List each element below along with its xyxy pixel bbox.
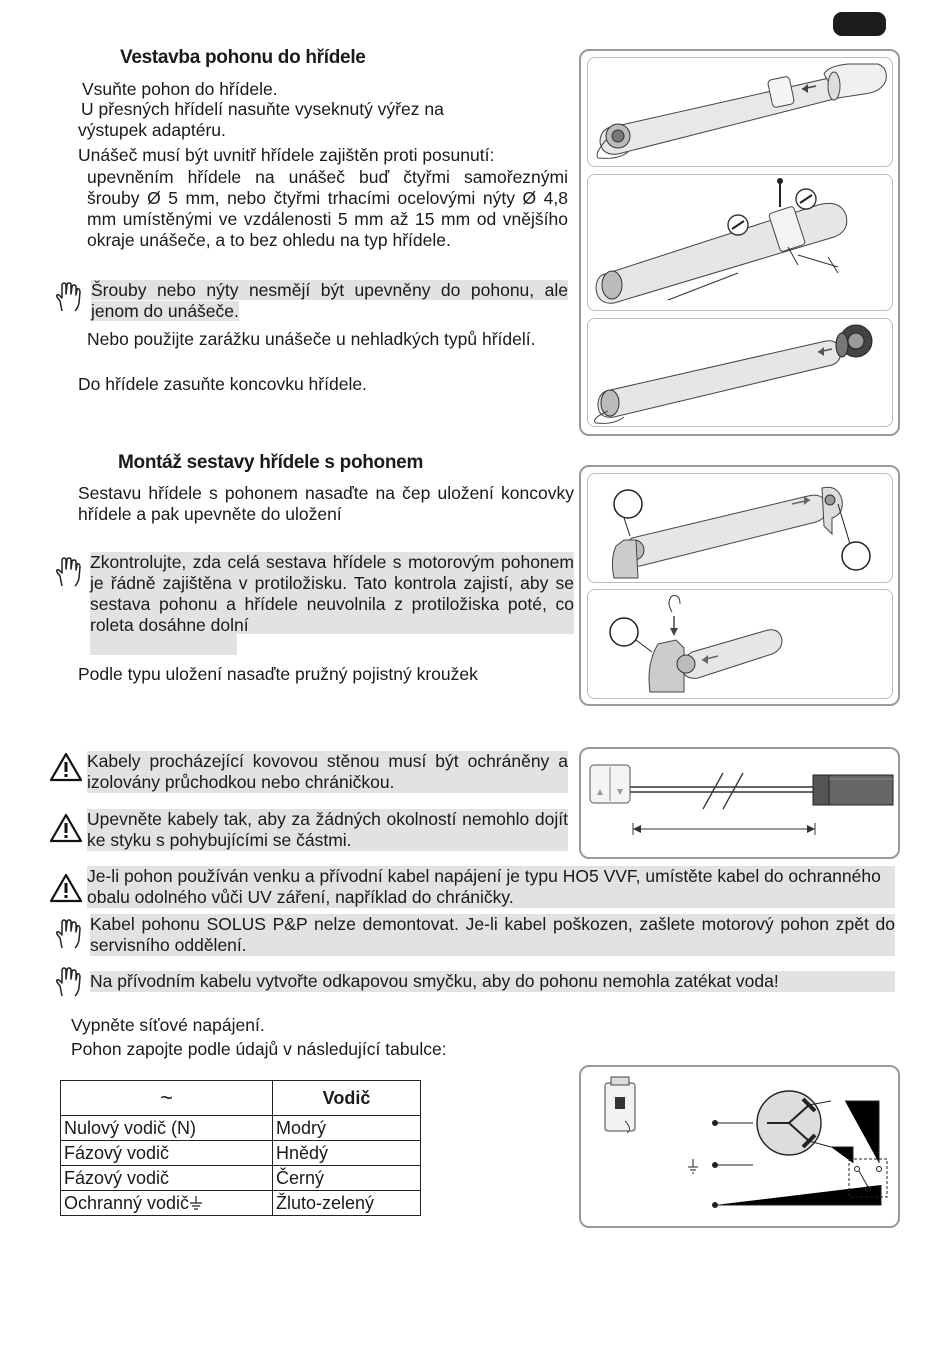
table-cell: Modrý [273,1116,421,1141]
note-screws: Šrouby nebo nýty nesmějí být upevněny do pohonu, ale jenom do unášeče. [91,280,568,321]
paragraph: Podle typu uložení nasaďte pružný pojistný kroužek [78,664,478,684]
header-symbol-cell [61,1081,273,1116]
table-row [61,1116,421,1141]
figure-shaft-install [579,49,900,436]
table-cell: Černý [273,1166,421,1191]
table-cell: Fázový vodič [61,1166,273,1191]
paragraph: Vypněte síťové napájení. [71,1015,265,1035]
paragraph: Vsuňte pohon do hřídele. [82,79,278,99]
header-conductor-cell: Vodič [273,1081,421,1116]
table-cell: Žluto-zelený [273,1191,421,1216]
table-cell: Nulový vodič (N) [61,1116,273,1141]
paragraph-assembly: Sestavu hřídele s pohonem nasaďte na čep uložení koncovky hřídele a pak upevněte do uložení [78,483,574,524]
paragraph: Pohon zapojte podle údajů v následující tabulce: [71,1039,447,1059]
paragraph: Do hřídele zasuňte koncovku hřídele. [78,374,367,394]
paragraph: výstupek adaptéru. [78,120,226,140]
table-row [61,1166,421,1191]
table-cell: Hnědý [273,1141,421,1166]
ac-symbol: ~ [160,1084,173,1110]
note-drip-loop: Na přívodním kabelu vytvořte odkapovou smyčku, aby do pohonu nemohla zatékat voda! [90,971,779,991]
warning-triangle-icon [49,752,83,782]
wiring-table [60,1080,421,1216]
pointing-hand-icon [53,966,83,998]
warning-uv-protection: Je-li pohon používán venku a přívodní kabel napájení je typu HO5 VVF, umístěte kabel do ochranného obalu odolného vůči UV záření, například do chráničky. [87,866,881,907]
table-header-row [61,1081,421,1116]
ground-symbol-icon [189,1195,203,1211]
figure-step-insert-motor [587,57,893,167]
note-cable-service: Kabel pohonu SOLUS P&P nelze demontovat. Je-li kabel poškozen, zašlete motorový pohon zpět do servisního oddělení. [90,914,895,955]
warning-triangle-icon [49,873,83,903]
pointing-hand-icon [53,918,83,950]
table-cell [61,1191,273,1216]
warning-cable-wall: Kabely procházející kovovou stěnou musí být ochráněny a izolovány průchodkou nebo chráničkou. [87,751,568,792]
figure-step-fix-screws [587,174,893,311]
page-tab-marker [833,12,886,36]
figure-step-secure-ring [587,589,893,699]
paragraph: Unášeč musí být uvnitř hřídele zajištěn proti posunutí: [78,145,495,165]
section-title-shaft-install: Vestavba pohonu do hřídele [120,47,366,68]
note-highlight-bg [90,634,237,655]
figure-assembly [579,465,900,706]
section-title-assembly: Montáž sestavy hřídele s pohonem [118,452,424,473]
paragraph: U přesných hřídelí nasuňte vyseknutý výřez na [81,99,444,119]
figure-cable-length [579,747,900,859]
table-row [61,1141,421,1166]
warning-cable-fix: Upevněte kabely tak, aby za žádných okolností nemohlo dojít ke styku s pohybujícími se částmi. [87,809,568,850]
paragraph: Nebo použijte zarážku unášeče u nehladkých typů hřídelí. [87,329,536,349]
figure-step-insert-endcap [587,318,893,427]
note-check-bearing: Zkontrolujte, zda celá sestava hřídele s motorovým pohonem je řádně zajištěna v protiložisku. Tato kontrola zajistí, aby se sestava pohonu a hřídele neuvolnila z protiložiska poté, co roleta dosáhne dolní [90,552,574,635]
warning-triangle-icon [49,813,83,843]
figure-step-mount-bearing [587,473,893,583]
figure-wiring-diagram [579,1065,900,1228]
table-cell-text: Ochranný vodič [64,1193,190,1213]
pointing-hand-icon [53,281,83,313]
pointing-hand-icon [53,556,83,588]
table-row [61,1191,421,1216]
paragraph-fixing: upevněním hřídele na unášeč buď čtyřmi samořeznými šrouby Ø 5 mm, nebo čtyřmi trhacími ocelovými nýty Ø 4,8 mm umístěnými ve vzdálenosti 5 mm až 15 mm od vnějšího okraje unášeče, a to bez ohledu na typ hřídele. [87,167,568,250]
table-cell: Fázový vodič [61,1141,273,1166]
